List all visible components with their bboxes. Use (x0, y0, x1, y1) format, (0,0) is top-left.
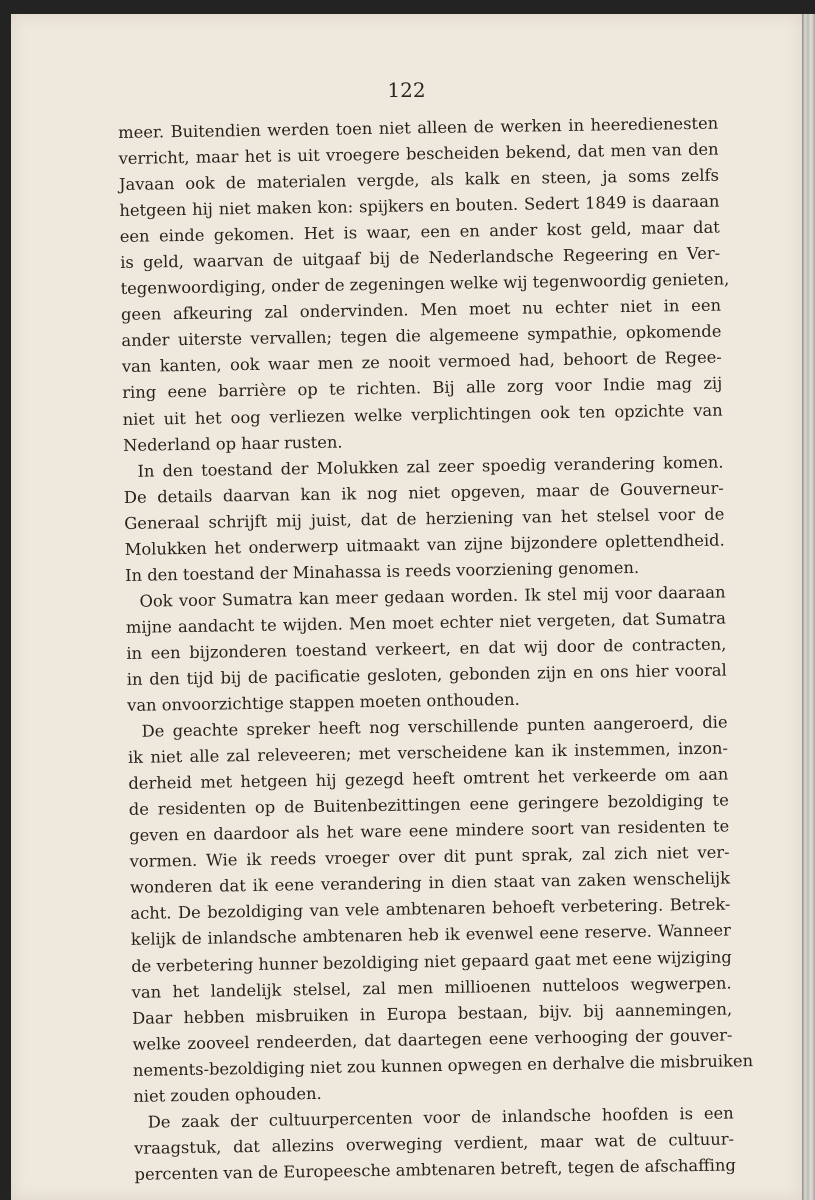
text-line: Generaal schrijft mij juist, dat de herziening van het stelsel voor de (124, 504, 725, 533)
text-line: tegenwoordiging, onder de zegeningen welke wij tegenwoordig genieten, (120, 269, 730, 299)
text-line: in een bijzonderen toestand verkeert, en dat wij door de contracten, (126, 634, 727, 663)
text-line: geven en daardoor als het ware eene mindere soort van residenten te (129, 816, 730, 846)
text-line: Molukken het onderwerp uitmaakt van zijne bijzondere oplettendheid. (124, 530, 725, 559)
text-line: Javaan ook de materialen vergde, als kalk en steen, ja soms zelfs (118, 165, 720, 195)
page-stack-edge (802, 14, 815, 1200)
body-text (118, 111, 754, 1188)
text-line: In den toestand der Minahassa is reeds voorziening genomen. (125, 557, 640, 585)
text-line: mijne aandacht te wijden. Men moet echter niet vergeten, dat Sumatra (125, 608, 727, 637)
text-line: een einde gekomen. Het is waar, een en ander kost geld, maar dat (119, 217, 720, 247)
text-line: welke zooveel rendeerden, dat daartegen eene verhooging der gouver- (132, 1025, 733, 1054)
text-line: wonderen dat ik eene verandering in dien staat van zaken wenschelijk (129, 868, 731, 898)
text-line: kelijk de inlandsche ambtenaren heb ik evenwel eene reserve. Wanneer (130, 920, 731, 950)
text-line: nements-bezoldiging niet zou kunnen opwegen en derhalve die misbruiken (132, 1050, 754, 1080)
text-line: vraagstuk, dat allezins overweging verdient, maar wat de cultuur- (134, 1129, 735, 1158)
text-line: De geachte spreker heeft nog verschillende punten aangeroerd, die (141, 712, 728, 741)
text-line: van het landelijk stelsel, zal men millioenen nutteloos wegwerpen. (131, 973, 732, 1002)
text-line: ring eene barrière op te richten. Bij alle zorg voor Indie mag zij (122, 374, 723, 403)
text-line: in den tijd bij de pacificatie gesloten, gebonden zijn en ons hier vooral (126, 660, 727, 689)
text-line: niet zouden ophouden. (133, 1083, 322, 1106)
text-line: de residenten op de Buitenbezittingen eene geringere bezoldiging te (128, 790, 729, 820)
text-line: Nederland op haar rusten. (122, 432, 343, 455)
text-line: In den toestand der Molukken zal zeer spoedig verandering komen. (137, 452, 724, 481)
text-line: niet uit het oog verliezen welke verplichtingen ook ten opzichte van (122, 400, 723, 429)
text-line: geen afkeuring zal ondervinden. Men moet nu echter niet in een (120, 295, 722, 325)
text-line: verricht, maar het is uit vroegere bescheiden bekend, dat men van den (118, 139, 719, 169)
text-line: is geld, waarvan de uitgaaf bij de Nederlandsche Regeering en Ver- (120, 243, 721, 273)
text-line: meer. Buitendien werden toen niet alleen de werken in heeredienesten (118, 113, 719, 142)
text-line: ander uiterste vervallen; tegen die algemeene sympathie, opkomende (121, 321, 722, 351)
text-line: Daar hebben misbruiken in Europa bestaan, bijv. bij aannemingen, (131, 999, 733, 1028)
text-line: van kanten, ook waar men ze nooit vermoed had, behoort de Regee- (121, 347, 722, 377)
text-line: Ook voor Sumatra kan meer gedaan worden. Ik stel mij voor daaraan (139, 582, 726, 611)
text-line: acht. De bezoldiging van vele ambtenaren behoeft verbetering. Betrek- (130, 894, 731, 924)
text-line: hetgeen hij niet maken kon: spijkers en bouten. Sedert 1849 is daaraan (119, 191, 720, 221)
text-line: ik niet alle zal releveeren; met verscheidene kan ik instemmen, inzon- (127, 738, 729, 768)
text-line: vormen. Wie ik reeds vroeger over dit punt sprak, zal zich niet ver- (129, 842, 730, 872)
text-line: de verbetering hunner bezoldiging niet gepaard gaat met eene wijziging (131, 946, 732, 976)
text-line: De details daarvan kan ik nog niet opgeven, maar de Gouverneur- (123, 478, 724, 507)
text-line: percenten van de Europeesche ambtenaren betreft, tegen de afschaffing (134, 1155, 736, 1184)
page-number: 122 (387, 78, 426, 102)
text-line: derheid met hetgeen hij gezegd heeft omtrent het verkeerde om aan (128, 764, 729, 794)
text-line: van onvoorzichtige stappen moeten onthouden. (127, 689, 520, 715)
text-line: De zaak der cultuurpercenten voor de inlandsche hoofden is een (147, 1103, 734, 1132)
